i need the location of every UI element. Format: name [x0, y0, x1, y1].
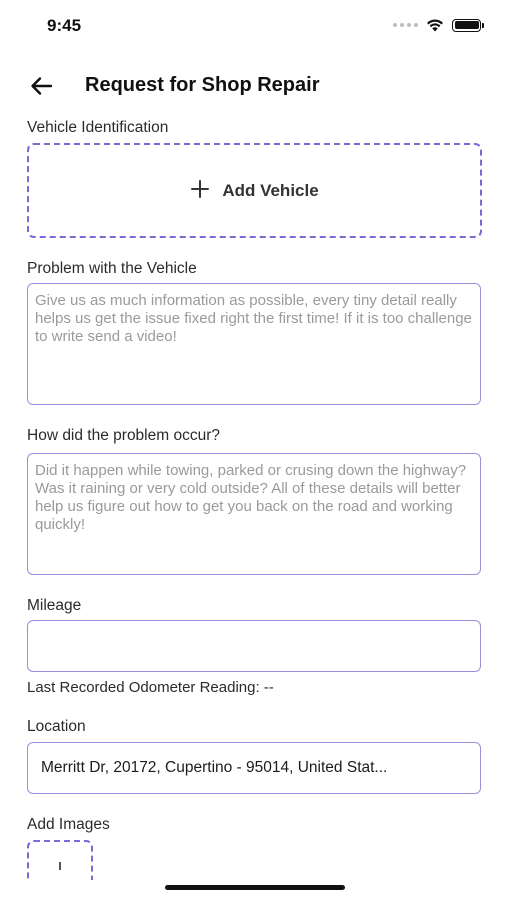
home-indicator: [165, 885, 345, 890]
add-vehicle-label: Add Vehicle: [222, 180, 319, 200]
vehicle-identification-label: Vehicle Identification: [27, 119, 169, 136]
location-label: Location: [27, 718, 86, 735]
problem-textarea[interactable]: [27, 283, 481, 405]
status-bar: [0, 0, 507, 56]
location-input[interactable]: [27, 742, 481, 794]
odometer-reading: Last Recorded Odometer Reading: --: [27, 679, 274, 696]
battery-icon: [452, 19, 481, 32]
status-time: 9:45: [47, 16, 82, 35]
occurrence-placeholder: Did it happen while towing, parked or crusing down the highway? Was it raining or very cold outside? All of these details will better help us figure out how to get you back on the road and working quickly!: [35, 462, 467, 533]
add-images-label: Add Images: [27, 816, 110, 833]
add-image-plus-icon: [59, 862, 61, 870]
add-vehicle-button[interactable]: [27, 143, 482, 238]
mileage-label: Mileage: [27, 597, 82, 614]
back-button[interactable]: [28, 72, 56, 100]
status-icons: [393, 18, 481, 32]
page-title: Request for Shop Repair: [85, 74, 320, 96]
plus-icon: [190, 179, 210, 199]
add-image-button[interactable]: [27, 840, 93, 880]
wifi-icon: [426, 18, 444, 32]
header: [0, 66, 507, 106]
problem-placeholder: Give us as much information as possible, every tiny detail really helps us get the issue fixed right the first time! If it is too challenge to write send a video!: [35, 292, 472, 345]
arrow-left-icon: [28, 72, 56, 100]
problem-label: Problem with the Vehicle: [27, 260, 197, 277]
location-value: Merritt Dr, 20172, Cupertino - 95014, United Stat...: [41, 759, 388, 776]
signal-dots-icon: [393, 23, 418, 27]
occurrence-textarea[interactable]: [27, 453, 481, 575]
occurrence-label: How did the problem occur?: [27, 427, 220, 444]
mileage-input[interactable]: [27, 620, 481, 672]
